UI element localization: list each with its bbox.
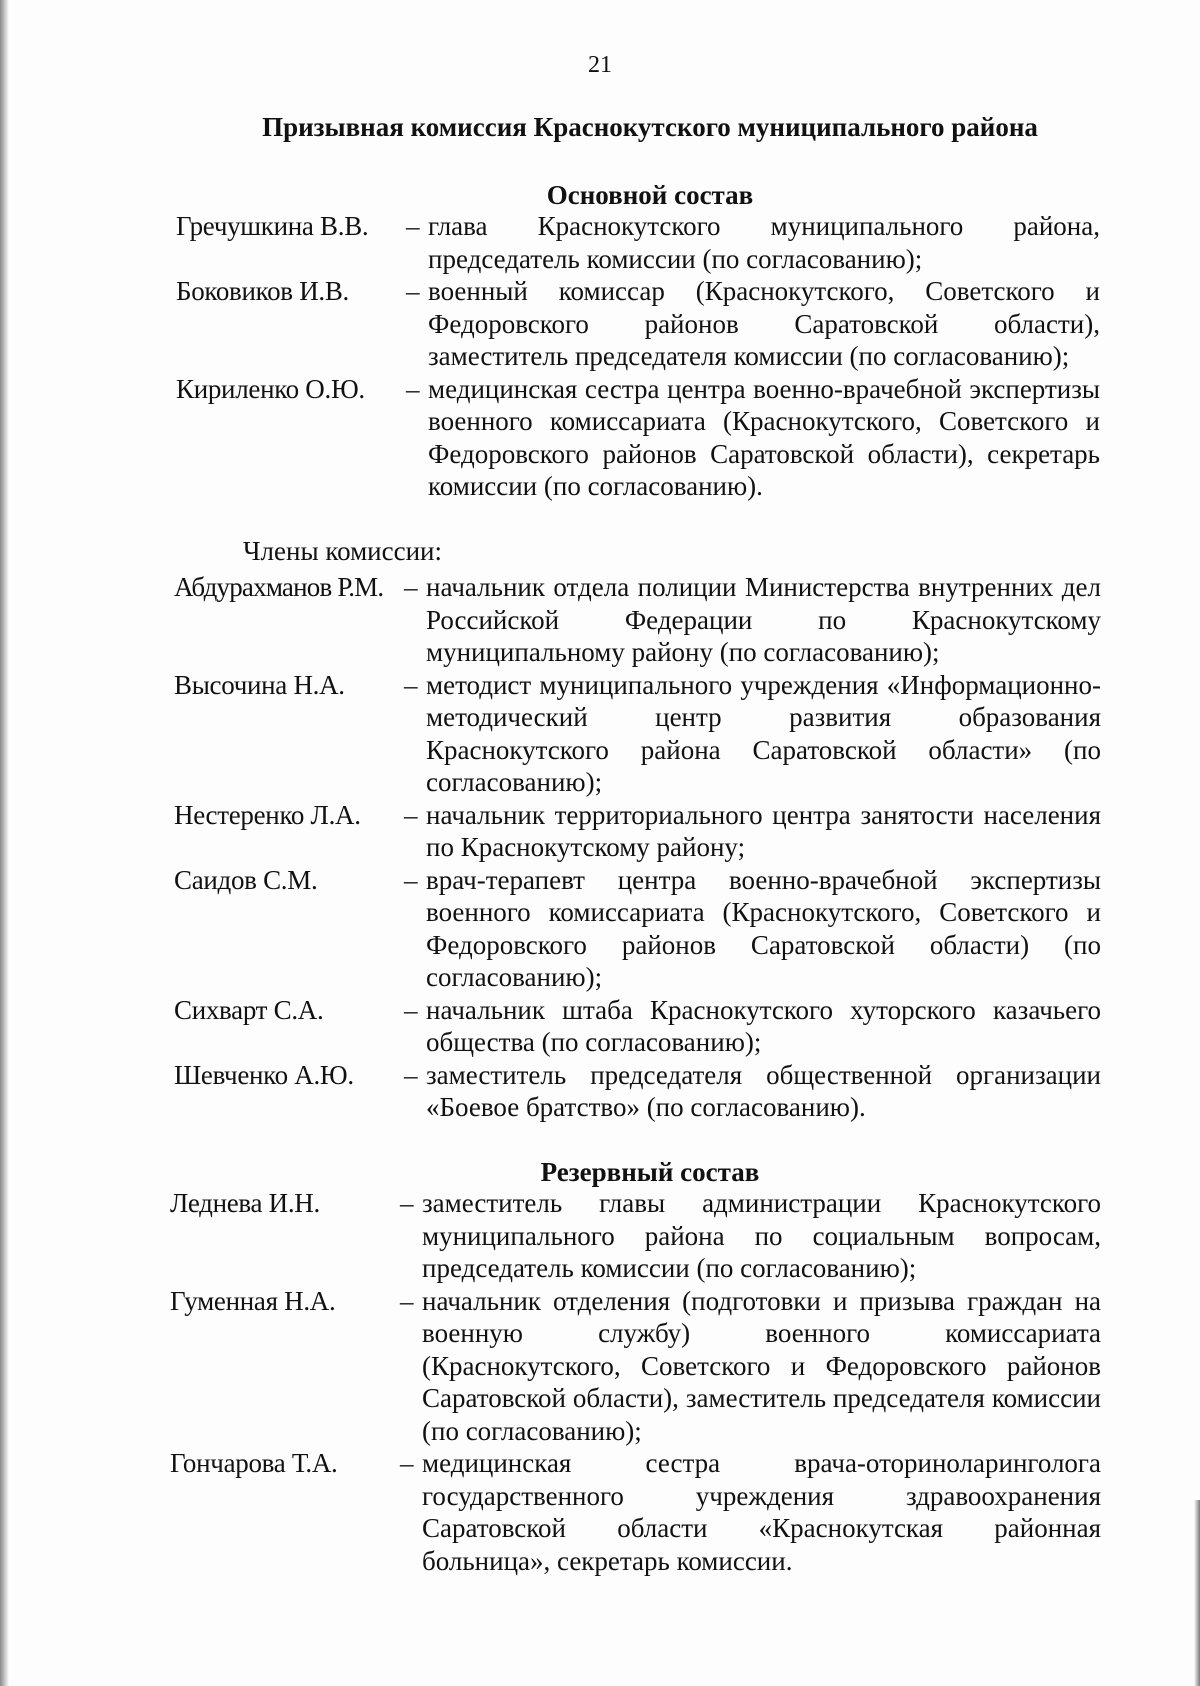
member-name: Кириленко О.Ю. (176, 373, 365, 404)
dash: – (406, 276, 420, 306)
member-role: начальник штаба Краснокутского хуторского казачьего общества (по согласованию); (426, 994, 1101, 1057)
list-item (174, 571, 1200, 669)
dash: – (404, 669, 418, 700)
main-section-entries (0, 210, 1200, 503)
main-section-heading: Основной состав (546, 180, 754, 210)
list-item (170, 1285, 1200, 1448)
list-item (174, 864, 1200, 994)
member-role: медицинская сестра центра военно-врачебной экспертизы военного комиссариата (Краснокутского, Советского и Федоровского районов Саратовской области), секретарь комиссии (по согласованию). (428, 373, 1100, 501)
member-name: Абдурахманов Р.М. (174, 572, 384, 602)
member-role: начальник территориального центра занятости населения по Краснокутскому району; (426, 799, 1101, 862)
member-name: Леднева И.Н. (170, 1188, 320, 1218)
dash: – (404, 799, 418, 830)
member-role: военный комиссар (Краснокутского, Советского и Федоровского районов Саратовской области), заместитель председателя комиссии (по согласованию); (428, 276, 1100, 371)
dash: – (400, 1285, 414, 1316)
dash: – (400, 1448, 414, 1478)
reserve-section-entries (0, 1187, 1200, 1577)
dash: – (400, 1188, 414, 1218)
member-name: Гуменная Н.А. (170, 1285, 336, 1316)
document-title: Призывная комиссия Краснокутского муниципального района (262, 112, 1038, 142)
page-number: 21 (588, 52, 612, 78)
list-item (174, 994, 1200, 1059)
member-name: Сихварт С.А. (174, 994, 324, 1025)
member-role: начальник отделения (подготовки и призыва граждан на военную службу) военного комиссариата (Краснокутского, Советского и Федоровского районов Саратовской области), заместитель председателя комиссии (по согласованию); (422, 1285, 1101, 1446)
member-name: Боковиков И.В. (176, 276, 350, 306)
member-role: врач-терапевт центра военно-врачебной экспертизы военного комиссариата (Краснокутского, Советского и Федоровского районов Саратовской области) (по согласованию); (426, 864, 1101, 992)
reserve-section-heading: Резервный состав (540, 1157, 760, 1187)
dash: – (404, 572, 418, 602)
member-role: методист муниципального учреждения «Информационно-методический центр развития образования Краснокутского района Саратовской области» (по согласованию); (426, 669, 1101, 797)
list-item (170, 1187, 1200, 1285)
member-name: Шевченко А.Ю. (174, 1059, 354, 1090)
member-role: глава Краснокутского муниципального района, председатель комиссии (по согласованию); (428, 211, 1100, 274)
list-item (174, 799, 1200, 864)
list-item (174, 1059, 1200, 1124)
list-item (176, 210, 1200, 275)
member-role: начальник отдела полиции Министерства внутренних дел Российской Федерации по Краснокутскому муниципальному району (по согласованию); (426, 572, 1101, 667)
list-item (174, 669, 1200, 799)
member-name: Саидов С.М. (174, 864, 318, 895)
list-item (176, 373, 1200, 503)
members-section-entries (0, 571, 1200, 1124)
member-name: Гончарова Т.А. (170, 1448, 338, 1478)
member-name: Высочина Н.А. (174, 669, 345, 700)
dash: – (406, 211, 420, 241)
member-role: заместитель председателя общественной организации «Боевое братство» (по согласованию). (426, 1059, 1101, 1122)
dash: – (404, 864, 418, 895)
dash: – (404, 994, 418, 1025)
dash: – (406, 373, 420, 404)
member-name: Нестеренко Л.А. (174, 799, 361, 830)
list-item (170, 1447, 1200, 1577)
list-item (176, 275, 1200, 373)
member-role: медицинская сестра врача-оториноларинголога государственного учреждения здравоохранения Саратовской области «Краснокутская районная больница», секретарь комиссии. (422, 1448, 1101, 1576)
dash: – (404, 1059, 418, 1090)
member-name: Гречушкина В.В. (176, 211, 369, 241)
members-heading: Члены комиссии: (243, 536, 442, 566)
member-role: заместитель главы администрации Краснокутского муниципального района по социальным вопросам, председатель комиссии (по согласованию); (422, 1188, 1101, 1283)
